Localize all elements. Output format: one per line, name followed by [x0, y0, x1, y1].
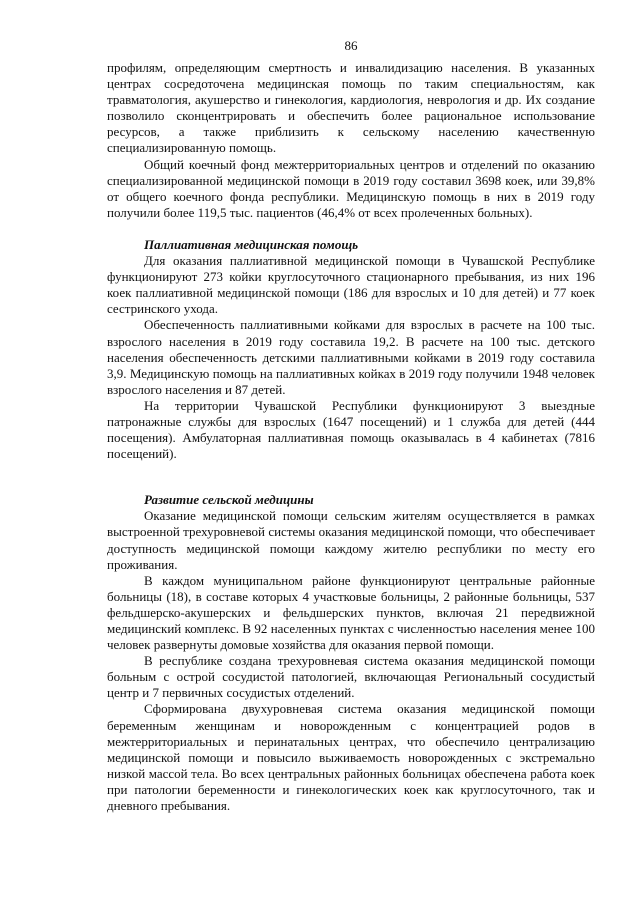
- paragraph-palliative-beds: Для оказания паллиативной медицинской помощи в Чувашской Республике функционируют 273 койки круглосуточного стационарного пребывания, из них 196 коек паллиативной медицинской помощи (186 для взрослых и 10 для детей) и 77 коек сестринского ухода.: [107, 253, 595, 317]
- paragraph-rural-system: Оказание медицинской помощи сельским жителям осуществляется в рамках выстроенной трехуровневой системы оказания медицинской помощи, что обеспечивает доступность медицинской помощи каждому жителю республики по месту его проживания.: [107, 508, 595, 572]
- page-number: 86: [344, 38, 358, 53]
- section-spacer: [107, 462, 595, 492]
- paragraph-intro-continuation: профилям, определяющим смертность и инвалидизацию населения. В указанных центрах сосредоточена медицинская помощь по таким специальностям, как травматология, акушерство и гинекология, кардиология, неврология и др. Их создание позволило сконцентрировать и обеспечить более рациональное использование ресурсов, а также приблизить к сельскому населению качественную специализированную помощь.: [107, 60, 595, 156]
- section-heading-rural-medicine: Развитие сельской медицины: [144, 492, 314, 508]
- paragraph-rural-hospitals: В каждом муниципальном районе функционируют центральные районные больницы (18), в составе которых 4 участковые больницы, 2 районные больницы, 537 фельдшерско-акушерских и фельдшерских пунктов, включая 21 передвижной медицинский комплекс. В 92 населенных пунктах с численностью населения менее 100 человек развернуты домовые хозяйства для оказания первой помощи.: [107, 572, 595, 653]
- paragraph-perinatal-system: Сформирована двухуровневая система оказания медицинской помощи беременным женщинам и новорожденным с концентрацией родов в межтерриториальных и перинатальных центрах, что обеспечило централизацию медицинской помощи и повысило выживаемость новорожденных с экстремально низкой массой тела. Во всех центральных районных больницах обеспечена работа коек при патологии беременности и гинекологических коек как круглосуточного, так и дневного пребывания.: [107, 701, 595, 814]
- paragraph-palliative-provision: Обеспеченность паллиативными койками для взрослых в расчете на 100 тыс. взрослого населения в 2019 году составила 19,2. В расчете на 100 тыс. детского населения обеспеченность детскими паллиативными койками в 2019 году составила 3,9. Медицинскую помощь на паллиативных койках в 2019 году получили 1948 человек взрослого населения и 87 детей.: [107, 317, 595, 397]
- document-page: [107, 38, 595, 814]
- paragraph-palliative-services: На территории Чувашской Республики функционируют 3 выездные патронажные службы для взрослых (1647 посещений) и 1 служба для детей (444 посещения). Амбулаторная паллиативная помощь оказывалась в 4 кабинетах (7816 посещений).: [107, 397, 595, 462]
- section-spacer: [107, 221, 595, 237]
- paragraph-bed-fund: Общий коечный фонд межтерриториальных центров и отделений по оказанию специализированной медицинской помощи в 2019 году составил 3698 коек, или 39,8% от общего коечного фонда республики. Медицинскую помощь в них в 2019 году получили более 119,5 тыс. пациентов (46,4% от всех пролеченных больных).: [107, 156, 595, 220]
- paragraph-vascular-system: В республике создана трехуровневая система оказания медицинской помощи больным с острой сосудистой патологией, включающая Региональный сосудистый центр и 7 первичных сосудистых отделений.: [107, 653, 595, 701]
- section-heading-palliative: Паллиативная медицинская помощь: [144, 236, 359, 252]
